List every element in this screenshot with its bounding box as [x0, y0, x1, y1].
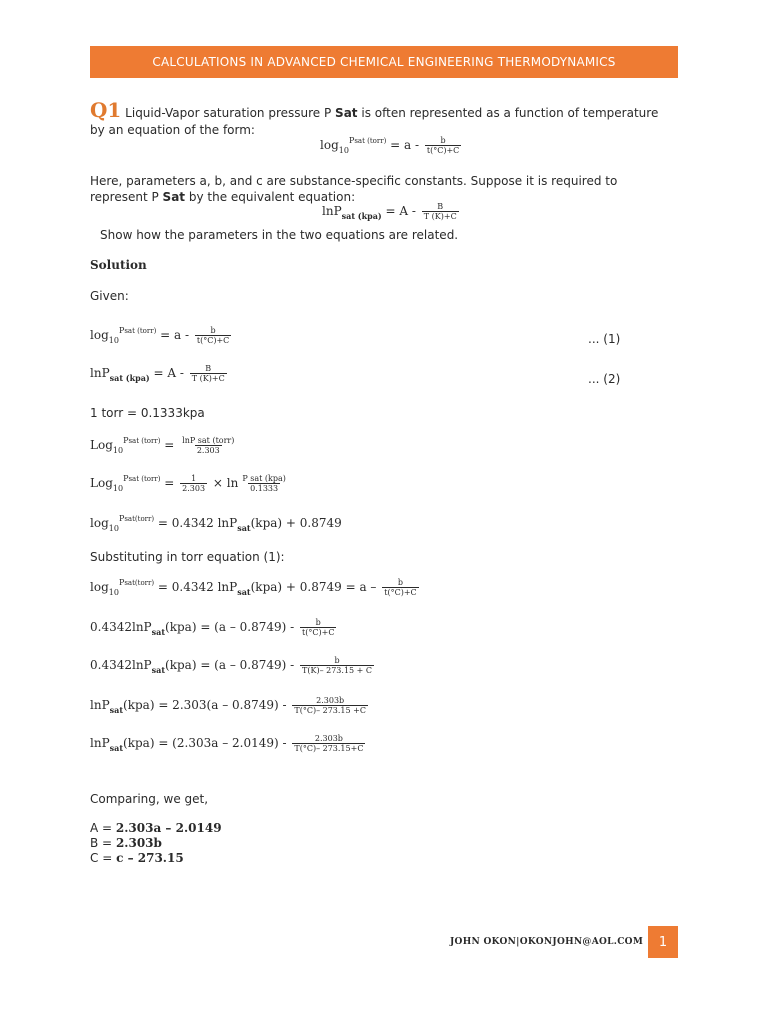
frac-den: t(°C)+C — [302, 628, 335, 638]
eq-text: (kpa) = (a – 0.8749) - — [165, 658, 295, 673]
para-text: represent P — [90, 190, 159, 204]
eq-text: log — [320, 138, 339, 153]
eq-sup: sat (torr) — [128, 437, 161, 446]
eq-sub: sat — [151, 665, 166, 676]
eq-sup: P — [348, 136, 355, 146]
frac-den: 2.303 — [196, 446, 220, 456]
frac-den: t(°C)+C — [196, 336, 230, 346]
fraction — [292, 696, 368, 715]
equation-ref: ... (1) — [588, 332, 621, 346]
result-value: 2.303a – 2.0149 — [115, 821, 222, 835]
equation-5 — [90, 514, 342, 533]
fraction — [195, 326, 231, 345]
eq-text: = — [164, 476, 175, 491]
given-label: Given: — [90, 289, 129, 303]
question-text: Sat — [335, 106, 358, 120]
equation-8 — [90, 656, 376, 675]
equation-10 — [90, 734, 367, 753]
eq-text: (kpa) + 0.8749 — [250, 516, 342, 530]
frac-num: b — [334, 656, 340, 665]
frac-den: T (K)+C — [191, 374, 225, 384]
frac-num: B — [437, 202, 444, 211]
eq-sub: sat — [151, 627, 166, 638]
frac-num: 2.303b — [316, 696, 345, 705]
paragraph-line — [90, 190, 355, 204]
eq-text: 0.4342lnP — [90, 620, 152, 635]
eq-sub: 10 — [108, 524, 119, 533]
question-line-2: by an equation of the form: — [90, 123, 255, 137]
eq-text: log — [90, 328, 109, 343]
eq-text: Log — [90, 476, 113, 491]
para-text: Sat — [162, 190, 186, 204]
equation-9 — [90, 696, 370, 715]
eq-sup: sat(torr) — [124, 515, 155, 523]
fraction — [425, 136, 461, 155]
task-line: Show how the parameters in the two equations are related. — [100, 228, 459, 242]
eq-text: = A - — [153, 366, 184, 381]
frac-num: b — [315, 618, 321, 627]
eq-text: (kpa) = (a – 0.8749) - — [165, 620, 295, 635]
fraction — [180, 436, 236, 455]
result-b — [90, 836, 162, 850]
fraction — [292, 734, 365, 753]
eq-sub: 10 — [112, 446, 124, 456]
frac-den: t(°C)+C — [384, 588, 417, 598]
frac-num: B — [205, 364, 212, 373]
equation-2 — [90, 364, 229, 383]
eq-text: = 0.4342 lnP — [157, 580, 238, 595]
eq-sub: sat — [109, 705, 124, 716]
fraction — [240, 474, 288, 493]
eq-text: Log — [90, 438, 113, 453]
frac-den: t(°C)+C — [426, 146, 460, 156]
equation-ref: ... (2) — [588, 372, 621, 386]
result-label: B = — [90, 836, 113, 850]
eq-text: (kpa) = 2.303(a – 0.8749) - — [123, 698, 287, 713]
frac-den: T(K)– 273.15 + C — [302, 666, 373, 676]
eq-text: log — [90, 516, 109, 530]
eq-text: = a - — [160, 328, 190, 343]
frac-den: 0.1333 — [250, 484, 279, 494]
frac-den: T(°C)– 273.15+C — [294, 744, 364, 754]
frac-den: T (K)+C — [423, 212, 457, 222]
eq-sub: sat — [237, 523, 251, 533]
eq-sup: P — [118, 326, 125, 336]
fraction — [190, 364, 227, 383]
eq-sup: sat(torr) — [124, 579, 155, 588]
header-title: CALCULATIONS IN ADVANCED CHEMICAL ENGINEERING THERMODYNAMICS — [152, 55, 616, 69]
eq-sup: P — [123, 474, 129, 484]
equation-7 — [90, 618, 338, 637]
eq-sup: sat (torr) — [124, 327, 157, 336]
eq-sup: P — [118, 514, 125, 523]
fraction — [300, 618, 336, 637]
equation-4 — [90, 474, 290, 493]
frac-num: b — [397, 578, 404, 587]
substituting-line: Substituting in torr equation (1): — [90, 550, 285, 564]
fraction — [422, 202, 459, 221]
eq-sup: P — [118, 578, 125, 588]
equation-6 — [90, 578, 421, 597]
solution-heading: Solution — [90, 258, 147, 272]
eq-text: = 0.4342 lnP — [157, 516, 238, 530]
eq-text: × ln — [212, 476, 239, 491]
question-number: Q1 — [90, 98, 122, 122]
eq-sub: 10 — [338, 146, 349, 156]
frac-num: b — [440, 136, 446, 145]
eq-text: lnP — [90, 698, 110, 713]
eq-text: = a - — [390, 138, 420, 153]
eq-text: 0.4342lnP — [90, 658, 152, 673]
fraction — [382, 578, 418, 597]
result-a — [90, 821, 222, 835]
frac-num: b — [210, 326, 216, 335]
eq-sub: 10 — [108, 336, 119, 346]
equation-3 — [90, 436, 238, 455]
eq-text: (kpa) + 0.8749 = a – — [250, 580, 377, 595]
eq-text: lnP — [322, 204, 342, 219]
frac-num: 2.303b — [314, 734, 343, 743]
eq-text: log — [90, 580, 109, 595]
eq-sub: sat — [109, 743, 124, 754]
equation-1 — [90, 326, 233, 345]
frac-num: P sat (kpa) — [242, 474, 286, 483]
equation-b — [322, 202, 461, 221]
fraction — [180, 474, 207, 493]
eq-sub: sat (kpa) — [109, 373, 150, 384]
equation-a — [320, 136, 463, 155]
eq-sup: sat (torr) — [354, 137, 387, 146]
eq-sub: sat — [237, 587, 251, 598]
eq-sub: 10 — [112, 484, 124, 494]
paragraph-line: Here, parameters a, b, and c are substance-specific constants. Suppose it is required to — [90, 174, 618, 188]
question-text: is often represented as a function of temperature — [361, 106, 659, 120]
result-label: C = — [90, 851, 113, 865]
result-value: c – 273.15 — [116, 851, 184, 865]
question-text: Liquid-Vapor saturation pressure P — [125, 106, 332, 120]
frac-den: 2.303 — [182, 484, 206, 494]
eq-text: = A - — [385, 204, 416, 219]
comparing-line: Comparing, we get, — [90, 792, 209, 806]
eq-sub: sat (kpa) — [341, 211, 382, 222]
frac-num: 1 — [191, 474, 197, 483]
para-text: by the equivalent equation: — [188, 190, 356, 204]
result-value: 2.303b — [115, 836, 162, 850]
eq-text: (kpa) = (2.303a – 2.0149) - — [123, 736, 287, 751]
question-line-1 — [90, 98, 658, 122]
eq-text: lnP — [90, 366, 110, 381]
eq-sup: sat (torr) — [128, 475, 161, 484]
frac-num: lnP sat (torr) — [182, 436, 235, 445]
eq-sup: P — [123, 436, 129, 446]
page-number: 1 — [648, 926, 678, 958]
result-label: A = — [90, 821, 113, 835]
result-c — [90, 851, 184, 865]
fraction — [300, 656, 374, 675]
document-header — [90, 46, 678, 78]
eq-sub: 10 — [108, 588, 119, 598]
frac-den: T(°C)– 273.15 +C — [294, 706, 366, 716]
footer-author: JOHN OKON|OKONJOHN@AOL.COM — [450, 937, 644, 947]
conversion-line: 1 torr = 0.1333kpa — [90, 406, 205, 420]
eq-text: lnP — [90, 736, 110, 751]
eq-text: = — [164, 438, 175, 453]
